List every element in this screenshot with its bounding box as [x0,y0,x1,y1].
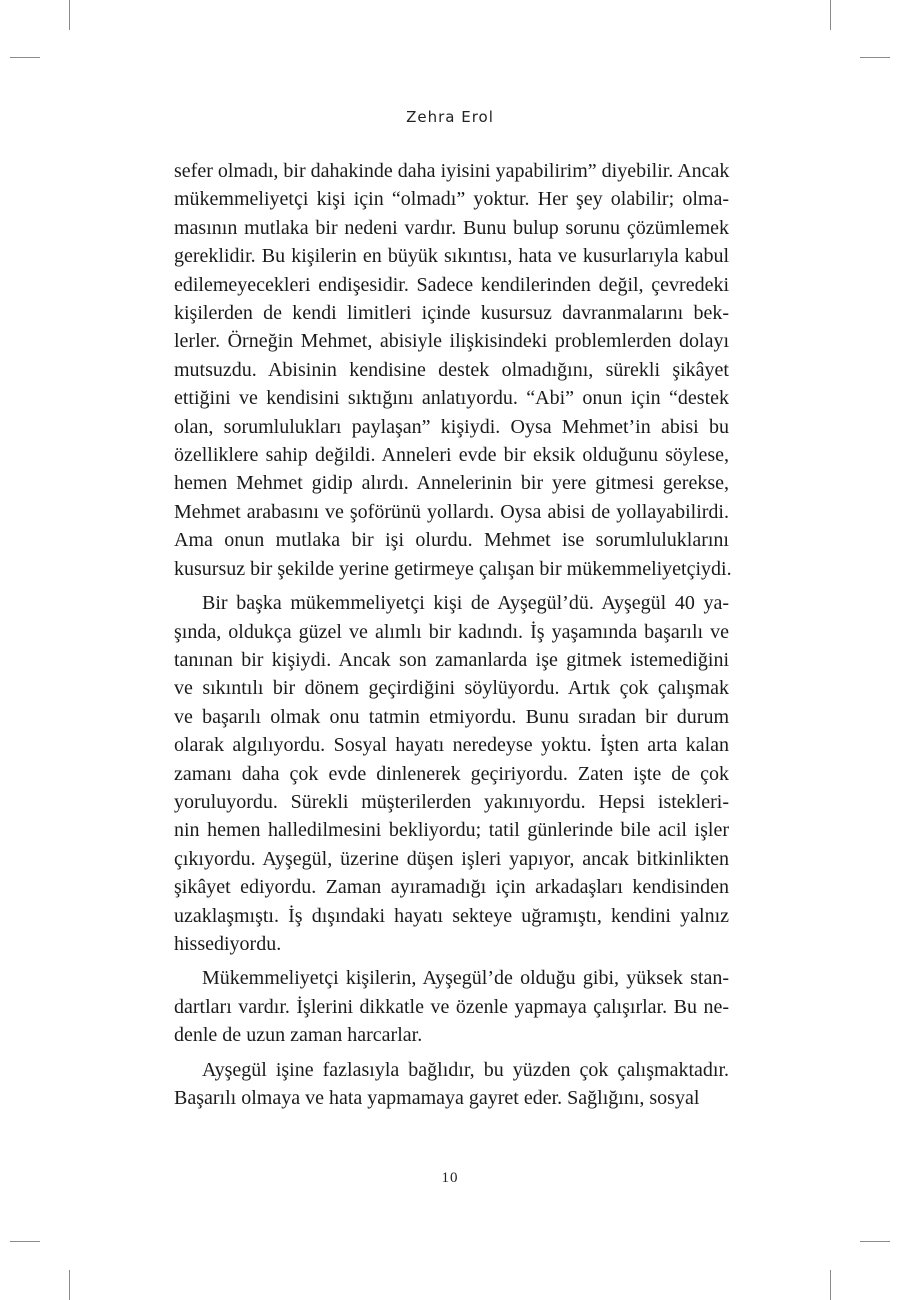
text-line: çıkıyordu. Ayşegül, üzerine düşen işleri yapıyor, ancak bitkinlikten [174,847,729,870]
text-line: edilemeyecekleri endişesidir. Sadece kendilerinden değil, çevredeki [174,273,729,296]
crop-mark-right-bottom [860,1241,890,1242]
crop-mark-bottom-right [830,1270,831,1300]
text-line: Bir başka mükemmeliyetçi kişi de Ayşegül’dü. Ayşegül 40 ya- [202,592,729,615]
text-line: lerler. Örneğin Mehmet, abisiyle ilişkisindeki problemlerden dolayı [174,330,729,353]
text-line: Mehmet arabasını ve şoförünü yollardı. Oysa abisi de yollayabilirdi. [174,500,729,523]
text-line: ettiğini ve kendisini sıktığını anlatıyordu. “Abi” onun için “destek [174,387,729,410]
text-line: şında, oldukça güzel ve alımlı bir kadındı. İş yaşamında başarılı ve [174,620,729,643]
crop-mark-left-top [10,57,40,58]
crop-mark-top-left [69,0,70,30]
crop-mark-left-bottom [10,1241,40,1242]
text-line: olan, sorumlulukları paylaşan” kişiydi. Oysa Mehmet’in abisi bu [174,415,729,438]
text-line: dartları vardır. İşlerini dikkatle ve özenle yapmaya çalışırlar. Bu ne- [174,995,729,1018]
text-line: ve başarılı olmak onu tatmin etmiyordu. Bunu sıradan bir durum [174,705,729,728]
page-body [174,157,732,1112]
text-line: özelliklere sahip değildi. Anneleri evde bir eksik olduğunu söylese, [174,444,729,467]
crop-mark-right-top [860,57,890,58]
crop-mark-top-right [830,0,831,30]
text-line: Mükemmeliyetçi kişilerin, Ayşegül’de olduğu gibi, yüksek stan- [202,967,729,990]
text-line: yoruluyordu. Sürekli müşterilerden yakınıyordu. Hepsi istekleri- [174,790,729,813]
page-number: 10 [441,1170,459,1186]
paragraph [174,964,729,1049]
text-line: hemen Mehmet gidip alırdı. Annelerinin bir yere gitmesi gerekse, [174,472,729,495]
text-line: kusursuz bir şekilde yerine getirmeye çalışan bir mükemmeliyetçiydi. [174,557,732,580]
text-line: gereklidir. Bu kişilerin en büyük sıkıntısı, hata ve kusurlarıyla kabul [174,245,729,268]
running-head: Zehra Erol [406,108,494,126]
text-line: nin hemen halledilmesini bekliyordu; tatil günlerinde bile acil işler [174,819,729,842]
text-line: şikâyet ediyordu. Zaman ayıramadığı için arkadaşları kendisinden [174,876,729,899]
text-line: Ama onun mutlaka bir işi olurdu. Mehmet ise sorumluluklarını [174,529,729,552]
crop-mark-bottom-left [69,1270,70,1300]
text-line: ve sıkıntılı bir dönem geçirdiğini söylüyordu. Artık çok çalışmak [174,677,729,700]
paragraph [174,589,729,958]
text-line: zamanı daha çok evde dinlenerek geçiriyordu. Zaten işte de çok [174,762,729,785]
text-line: mükemmeliyetçi kişi için “olmadı” yoktur. Her şey olabilir; olma- [174,188,729,211]
paragraph [174,157,732,583]
text-line: kişilerden de kendi limitleri içinde kusursuz davranmalarını bek- [174,302,729,325]
text-line: tanınan bir kişiydi. Ancak son zamanlarda işe gitmek istemediğini [174,648,729,671]
text-line: olarak algılıyordu. Sosyal hayatı neredeyse yoktu. İşten arta kalan [174,734,729,757]
text-line: masının mutlaka bir nedeni vardır. Bunu bulup sorunu çözümlemek [174,216,729,239]
text-line: hissediyordu. [174,932,282,955]
paragraph [174,1056,729,1113]
text-line: uzaklaşmıştı. İş dışındaki hayatı sekteye uğramıştı, kendini yalnız [174,904,729,927]
text-line: Ayşegül işine fazlasıyla bağlıdır, bu yüzden çok çalışmaktadır. [202,1058,729,1081]
text-line: denle de uzun zaman harcarlar. [174,1024,423,1047]
text-line: Başarılı olmaya ve hata yapmamaya gayret eder. Sağlığını, sosyal [174,1087,700,1109]
text-line: sefer olmadı, bir dahakinde daha iyisini yapabilirim” diyebilir. Ancak [174,160,730,182]
text-line: mutsuzdu. Abisinin kendisine destek olmadığını, sürekli şikâyet [174,358,729,381]
